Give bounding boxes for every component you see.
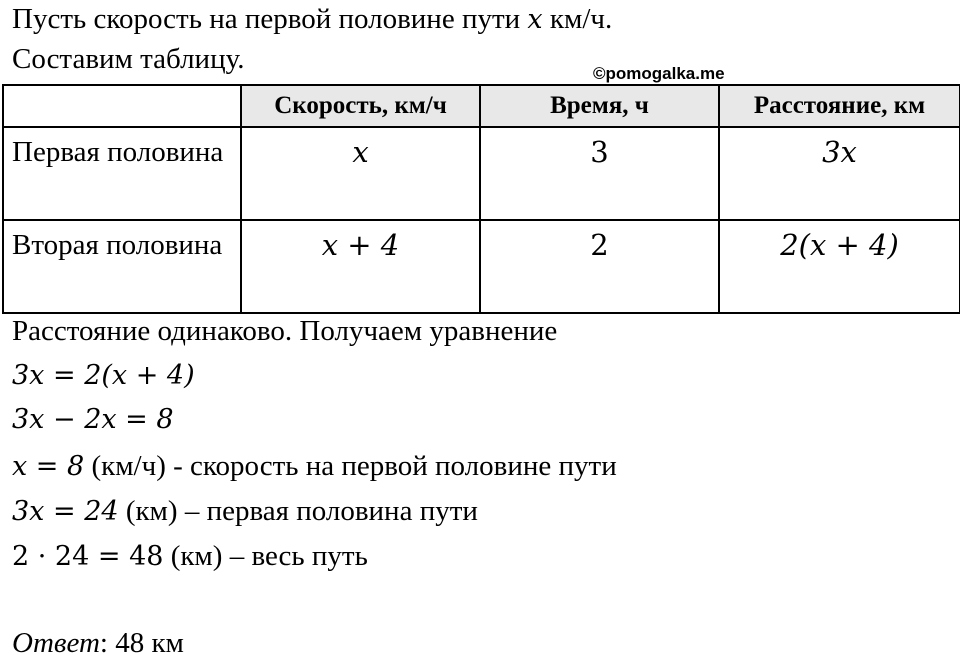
- table-row: [3, 220, 960, 313]
- cell-distance: 2(x + 4): [719, 220, 960, 313]
- answer-label: Ответ: [12, 627, 100, 659]
- answer-line: [12, 626, 184, 660]
- row-label: Вторая половина: [3, 220, 241, 313]
- equation-5: [12, 539, 368, 574]
- equation-4-math: 3x = 24: [12, 496, 119, 527]
- header-cell-distance: Расстояние, км: [719, 85, 960, 127]
- data-table: [2, 84, 960, 314]
- table-intro: Составим таблицу.: [12, 43, 245, 75]
- equation-4-text: (км) – первая половина пути: [118, 495, 478, 527]
- header-cell-time: Время, ч: [480, 85, 719, 127]
- cell-time: 3: [480, 127, 719, 220]
- equation-5-math: 2 · 24 = 48: [12, 541, 164, 572]
- row-label: Первая половина: [3, 127, 241, 220]
- cell-speed: x + 4: [241, 220, 480, 313]
- equation-3: [12, 449, 617, 484]
- cell-time: 2: [480, 220, 719, 313]
- intro-text: Пусть скорость на первой половине пути: [12, 3, 528, 35]
- intro-unit: км/ч.: [542, 3, 613, 35]
- answer-value: : 48 км: [99, 627, 184, 659]
- watermark: ©pomogalka.me: [593, 64, 725, 83]
- table-header-row: [3, 85, 960, 127]
- equation-3-math: x = 8: [12, 451, 85, 482]
- equation-2: 3x − 2x = 8: [12, 404, 174, 435]
- cell-speed: x: [241, 127, 480, 220]
- header-cell-speed: Скорость, км/ч: [241, 85, 480, 127]
- intro-line: [12, 2, 612, 37]
- equation-4: [12, 494, 478, 529]
- solution-statement: Расстояние одинаково. Получаем уравнение: [12, 315, 558, 347]
- table-row: [3, 127, 960, 220]
- intro-variable: x: [527, 4, 543, 35]
- equation-1: 3x = 2(x + 4): [12, 360, 195, 391]
- cell-distance: 3x: [719, 127, 960, 220]
- equation-5-text: (км) – весь путь: [163, 540, 368, 572]
- equation-3-text: (км/ч) - скорость на первой половине пути: [84, 450, 617, 482]
- header-cell-empty: [3, 85, 241, 127]
